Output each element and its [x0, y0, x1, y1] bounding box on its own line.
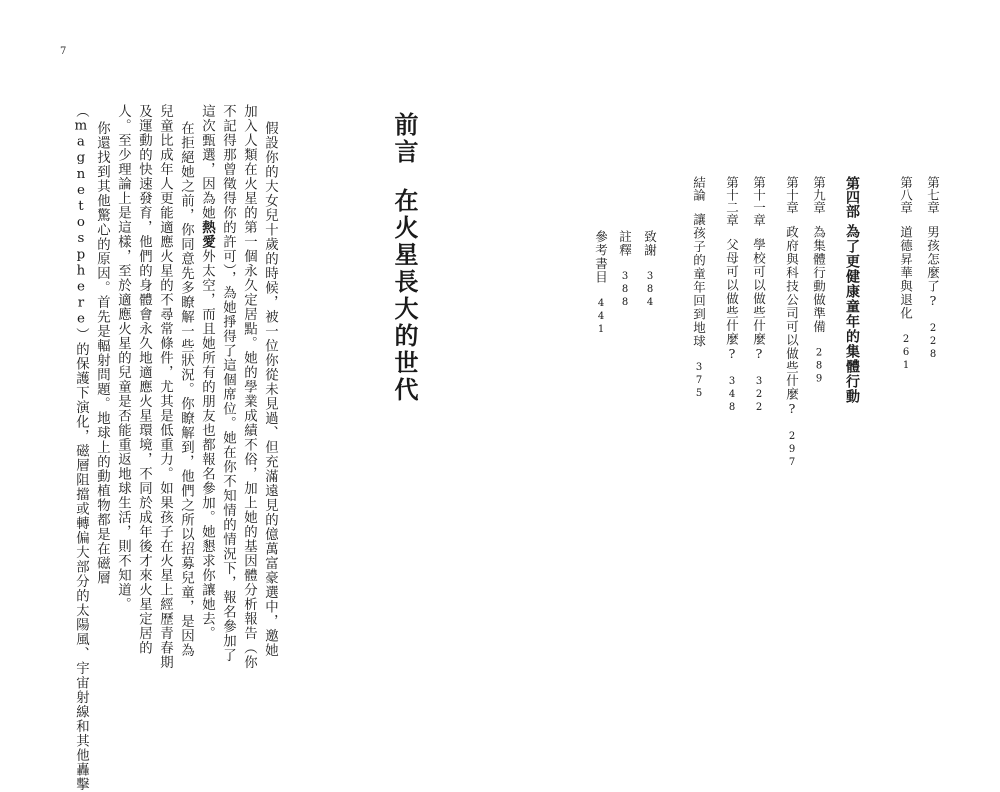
toc-entry-title: 為了更健康童年的集體行動 — [844, 224, 860, 404]
body-line — [263, 121, 276, 658]
page-number: 7 — [60, 46, 67, 57]
body-line — [116, 104, 129, 612]
toc-entry — [845, 176, 859, 404]
toc-entry-page: 348 — [726, 376, 738, 415]
toc-entry — [812, 176, 825, 387]
toc-entry-title: 道德昇華與退化 — [898, 225, 914, 320]
toc-entry-label: 第七章 — [925, 176, 941, 214]
toc-entry-label: 第八章 — [898, 176, 914, 214]
toc-entry-title: 參考書目 — [593, 230, 609, 284]
toc-entry-title: 為集體行動做準備 — [811, 225, 827, 334]
toc-entry-label: 第四部 — [844, 176, 860, 218]
body-line-text: 假設你的大女兒十歲的時候，被一位你從未見過、但充滿遠見的億萬富豪選中，邀她 — [262, 121, 278, 658]
chapter-heading: 在火星長大的世代 — [390, 188, 418, 404]
toc-entry — [618, 230, 631, 310]
body-line-text: 外太空，而且她所有的朋友也都報名參加。她懇求你讓她去。 — [199, 249, 215, 641]
toc-entry-label: 第九章 — [811, 176, 827, 214]
toc-entry-title: 致謝 — [642, 230, 658, 257]
body-line — [242, 104, 255, 670]
body-line-text: 兒童比成年人更能適應火星的不尋常條件，尤其是低重力。如果孩子在火星上經歷青春期 — [157, 104, 173, 670]
toc-entry — [926, 176, 939, 362]
toc-entry-title: 學校可以做些什麼? — [751, 238, 767, 362]
toc-entry-page: 289 — [813, 347, 825, 387]
body-line — [158, 104, 171, 670]
body-line — [179, 121, 192, 658]
toc-entry-label: 第十章 — [784, 176, 800, 214]
body-line-text: 你還找到其他驚心的原因。首先是輻射問題。地球上的動植物都是在磁層 — [94, 121, 110, 585]
toc-entry-label: 結論 — [691, 176, 707, 201]
chapter-label: 前言 — [390, 112, 418, 166]
toc-entry-label: 第十一章 — [751, 176, 767, 226]
body-line-text: 人。至少理論上是這樣，至於適應火星的兒童是否能重返地球生活，則不知道。 — [115, 104, 131, 612]
toc-entry-page: 384 — [644, 271, 656, 310]
toc-entry — [725, 176, 738, 415]
toc-entry — [692, 176, 705, 401]
toc-entry-title: 註釋 — [617, 230, 633, 257]
toc-entry-title: 父母可以做些什麼? — [724, 238, 740, 362]
body-line-emphasis: 熱愛 — [199, 220, 215, 249]
body-line — [137, 104, 150, 655]
toc-entry — [594, 230, 607, 337]
body-line-text: （magnetosphere）的保護下演化，磁層阻擋或轉偏大部分的太陽風、宇宙射線和其他轟擊 — [73, 104, 89, 792]
toc-entry-page: 261 — [900, 334, 912, 373]
toc-entry — [752, 176, 765, 415]
body-line-text: 及運動的快速發育，他們的身體會永久地適應火星環境，不同於成年後才來火星定居的 — [136, 104, 152, 655]
body-line-text: 這次甄選，因為她 — [199, 104, 215, 220]
toc-entry-page: 388 — [619, 271, 631, 310]
toc-entry — [899, 176, 912, 373]
toc-entry-title: 政府與科技公司可以做些什麼? — [784, 225, 800, 417]
toc-entry-title: 讓孩子的童年回到地球 — [691, 213, 707, 348]
body-line-text: 在拒絕她之前，你同意先多瞭解一些狀況。你瞭解到，他們之所以招募兒童，是因為 — [178, 121, 194, 658]
body-line — [95, 121, 108, 585]
body-line — [74, 104, 87, 792]
toc-entry-page: 297 — [786, 431, 798, 470]
toc-entry-page: 228 — [927, 323, 939, 362]
body-line-text: 不記得那曾徵得你的許可），為她掙得了這個席位。她在你不知情的情況下，報名參加了 — [220, 104, 236, 663]
body-line — [221, 104, 234, 663]
body-line-text: 加入人類在火星的第一個永久定居點。她的學業成績不俗，加上她的基因體分析報告（你 — [241, 104, 257, 670]
toc-entry-page: 322 — [753, 376, 765, 415]
chapter-title — [392, 112, 416, 404]
toc-entry — [643, 230, 656, 310]
toc-entry-label: 第十二章 — [724, 176, 740, 226]
toc-entry — [785, 176, 798, 470]
toc-entry-title: 男孩怎麼了? — [925, 225, 941, 309]
toc-entry-page: 375 — [693, 362, 705, 401]
body-line — [200, 104, 213, 641]
toc-entry-page: 441 — [595, 298, 607, 337]
